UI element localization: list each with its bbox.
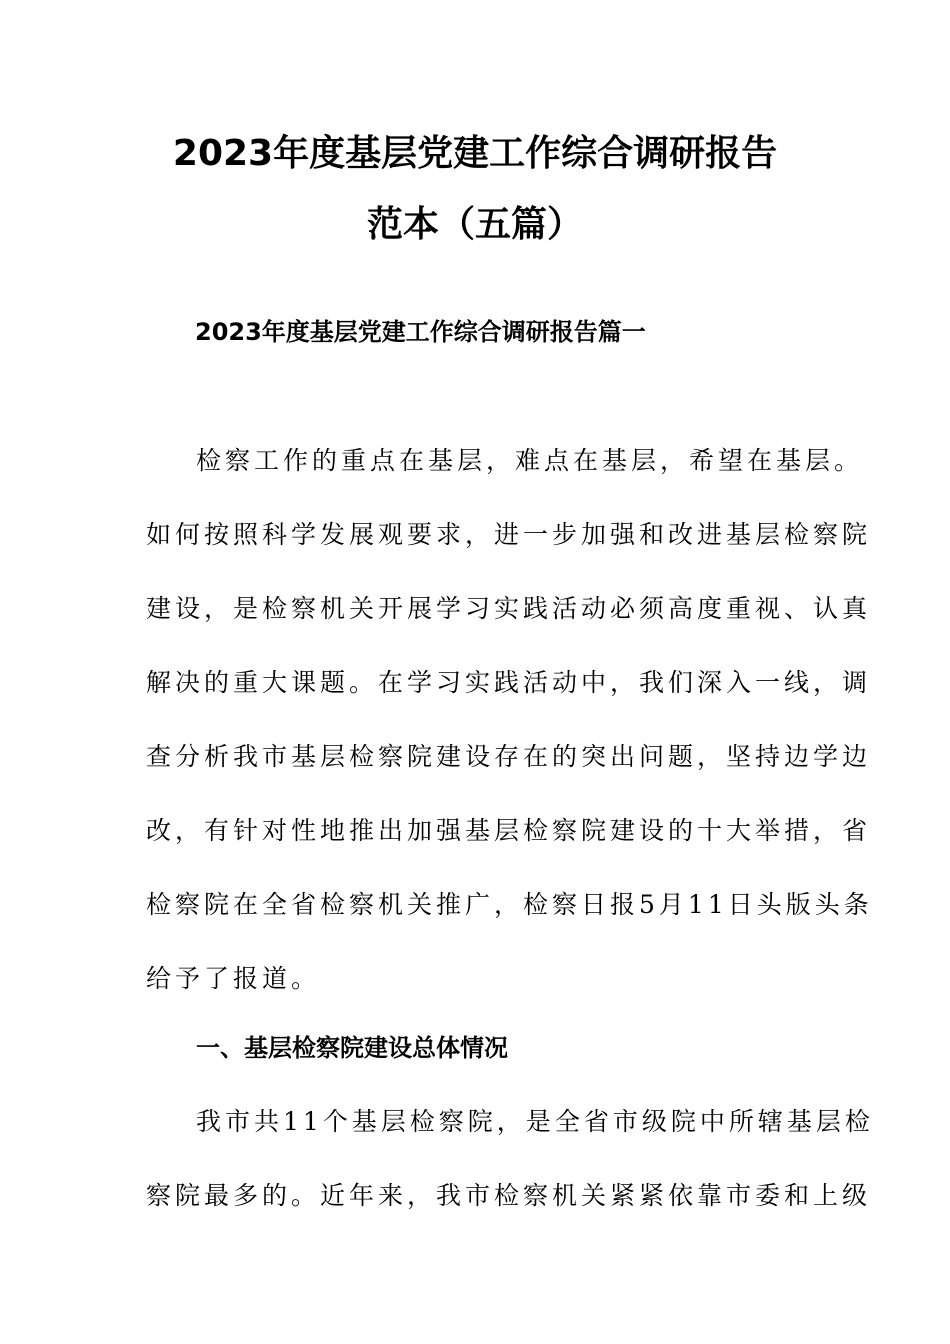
paragraph-2-line-2: 察院最多的。近年来，我市检察机关紧紧依靠市委和上级 [146, 1181, 872, 1210]
document-title-line-2: 范本（五篇） [366, 204, 583, 245]
paragraph-2-line-1: 我市共11个基层检察院，是全省市级院中所辖基层检 [196, 1107, 874, 1136]
document-title-line-1: 2023年度基层党建工作综合调研报告 [172, 133, 778, 174]
paragraph-1-line-2: 如何按照科学发展观要求，进一步加强和改进基层检察院 [146, 520, 872, 549]
paragraph-1-line-7: 检察院在全省检察机关推广，检察日报5月11日头版头条 [146, 890, 873, 919]
paragraph-1-line-5: 查分析我市基层检察院建设存在的突出问题，坚持边学边 [146, 742, 872, 771]
article-subtitle: 2023年度基层党建工作综合调研报告篇一 [195, 318, 646, 346]
paragraph-1-line-1: 检察工作的重点在基层，难点在基层，希望在基层。 [196, 446, 864, 475]
paragraph-1-line-6: 改，有针对性地推出加强基层检察院建设的十大举措，省 [146, 816, 872, 845]
paragraph-1-line-8: 给予了报道。 [146, 964, 321, 993]
section-1-heading: 一、基层检察院建设总体情况 [196, 1034, 508, 1062]
paragraph-1-line-4: 解决的重大课题。在学习实践活动中，我们深入一线，调 [146, 668, 872, 697]
paragraph-1-line-3: 建设，是检察机关开展学习实践活动必须高度重视、认真 [146, 594, 872, 623]
